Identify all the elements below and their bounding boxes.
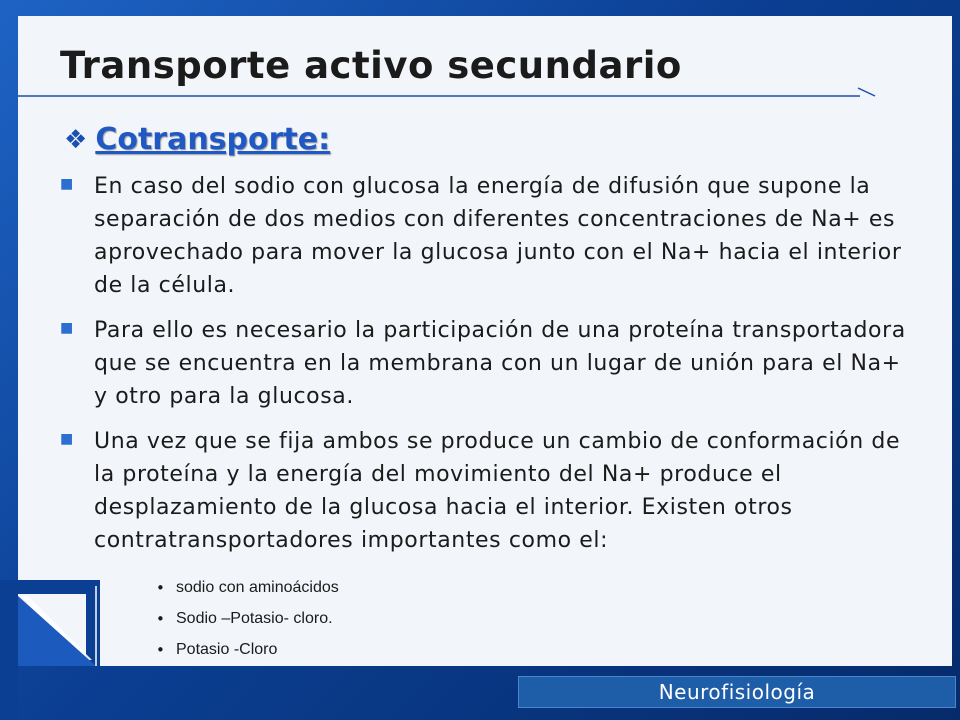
square-bullet-icon: ■ [60,176,74,192]
slide-title: Transporte activo secundario [60,44,682,87]
sub-bullet-text: Sodio –Potasio- cloro. [176,609,333,627]
sub-bullet-item [156,603,339,634]
heading-text: Cotransporte: [95,122,331,157]
dot-bullet-icon: • [156,578,165,597]
sub-bullet-item [156,634,339,665]
bullet-list [60,170,920,569]
square-bullet-icon: ■ [60,431,74,447]
sub-bullet-list [156,572,339,665]
dot-bullet-icon: • [156,640,165,659]
bullet-text: Una vez que se fija ambos se produce un cambio de conformación de la proteína y la energía del movimiento del Na+ produce el desplazamiento de la glucosa hacia el interior. Existen otros contratransportadores importantes como el: [94,429,901,553]
dot-bullet-icon: • [156,609,165,628]
footer-label: Neurofisiología [658,680,816,704]
sub-bullet-text: sodio con aminoácidos [176,578,339,596]
bullet-text: En caso del sodio con glucosa la energía de difusión que supone la separación de dos medios con diferentes concentraciones de Na+ es aprovechado para mover la glucosa junto con el Na+ hacia el interior de la célula. [94,174,902,298]
bullet-text: Para ello es necesario la participación de una proteína transportadora que se encuentra en la membrana con un lugar de unión para el Na+ y otro para la glucosa. [94,318,906,409]
footer-label-box [518,676,956,708]
diamond-bullet-icon: ❖ [64,124,88,155]
sub-bullet-item [156,572,339,603]
bullet-item [60,425,920,557]
sub-bullet-text: Potasio -Cloro [176,640,278,658]
square-bullet-icon: ■ [60,320,74,336]
bullet-item [60,170,920,302]
bullet-item [60,314,920,413]
section-heading [64,122,330,157]
